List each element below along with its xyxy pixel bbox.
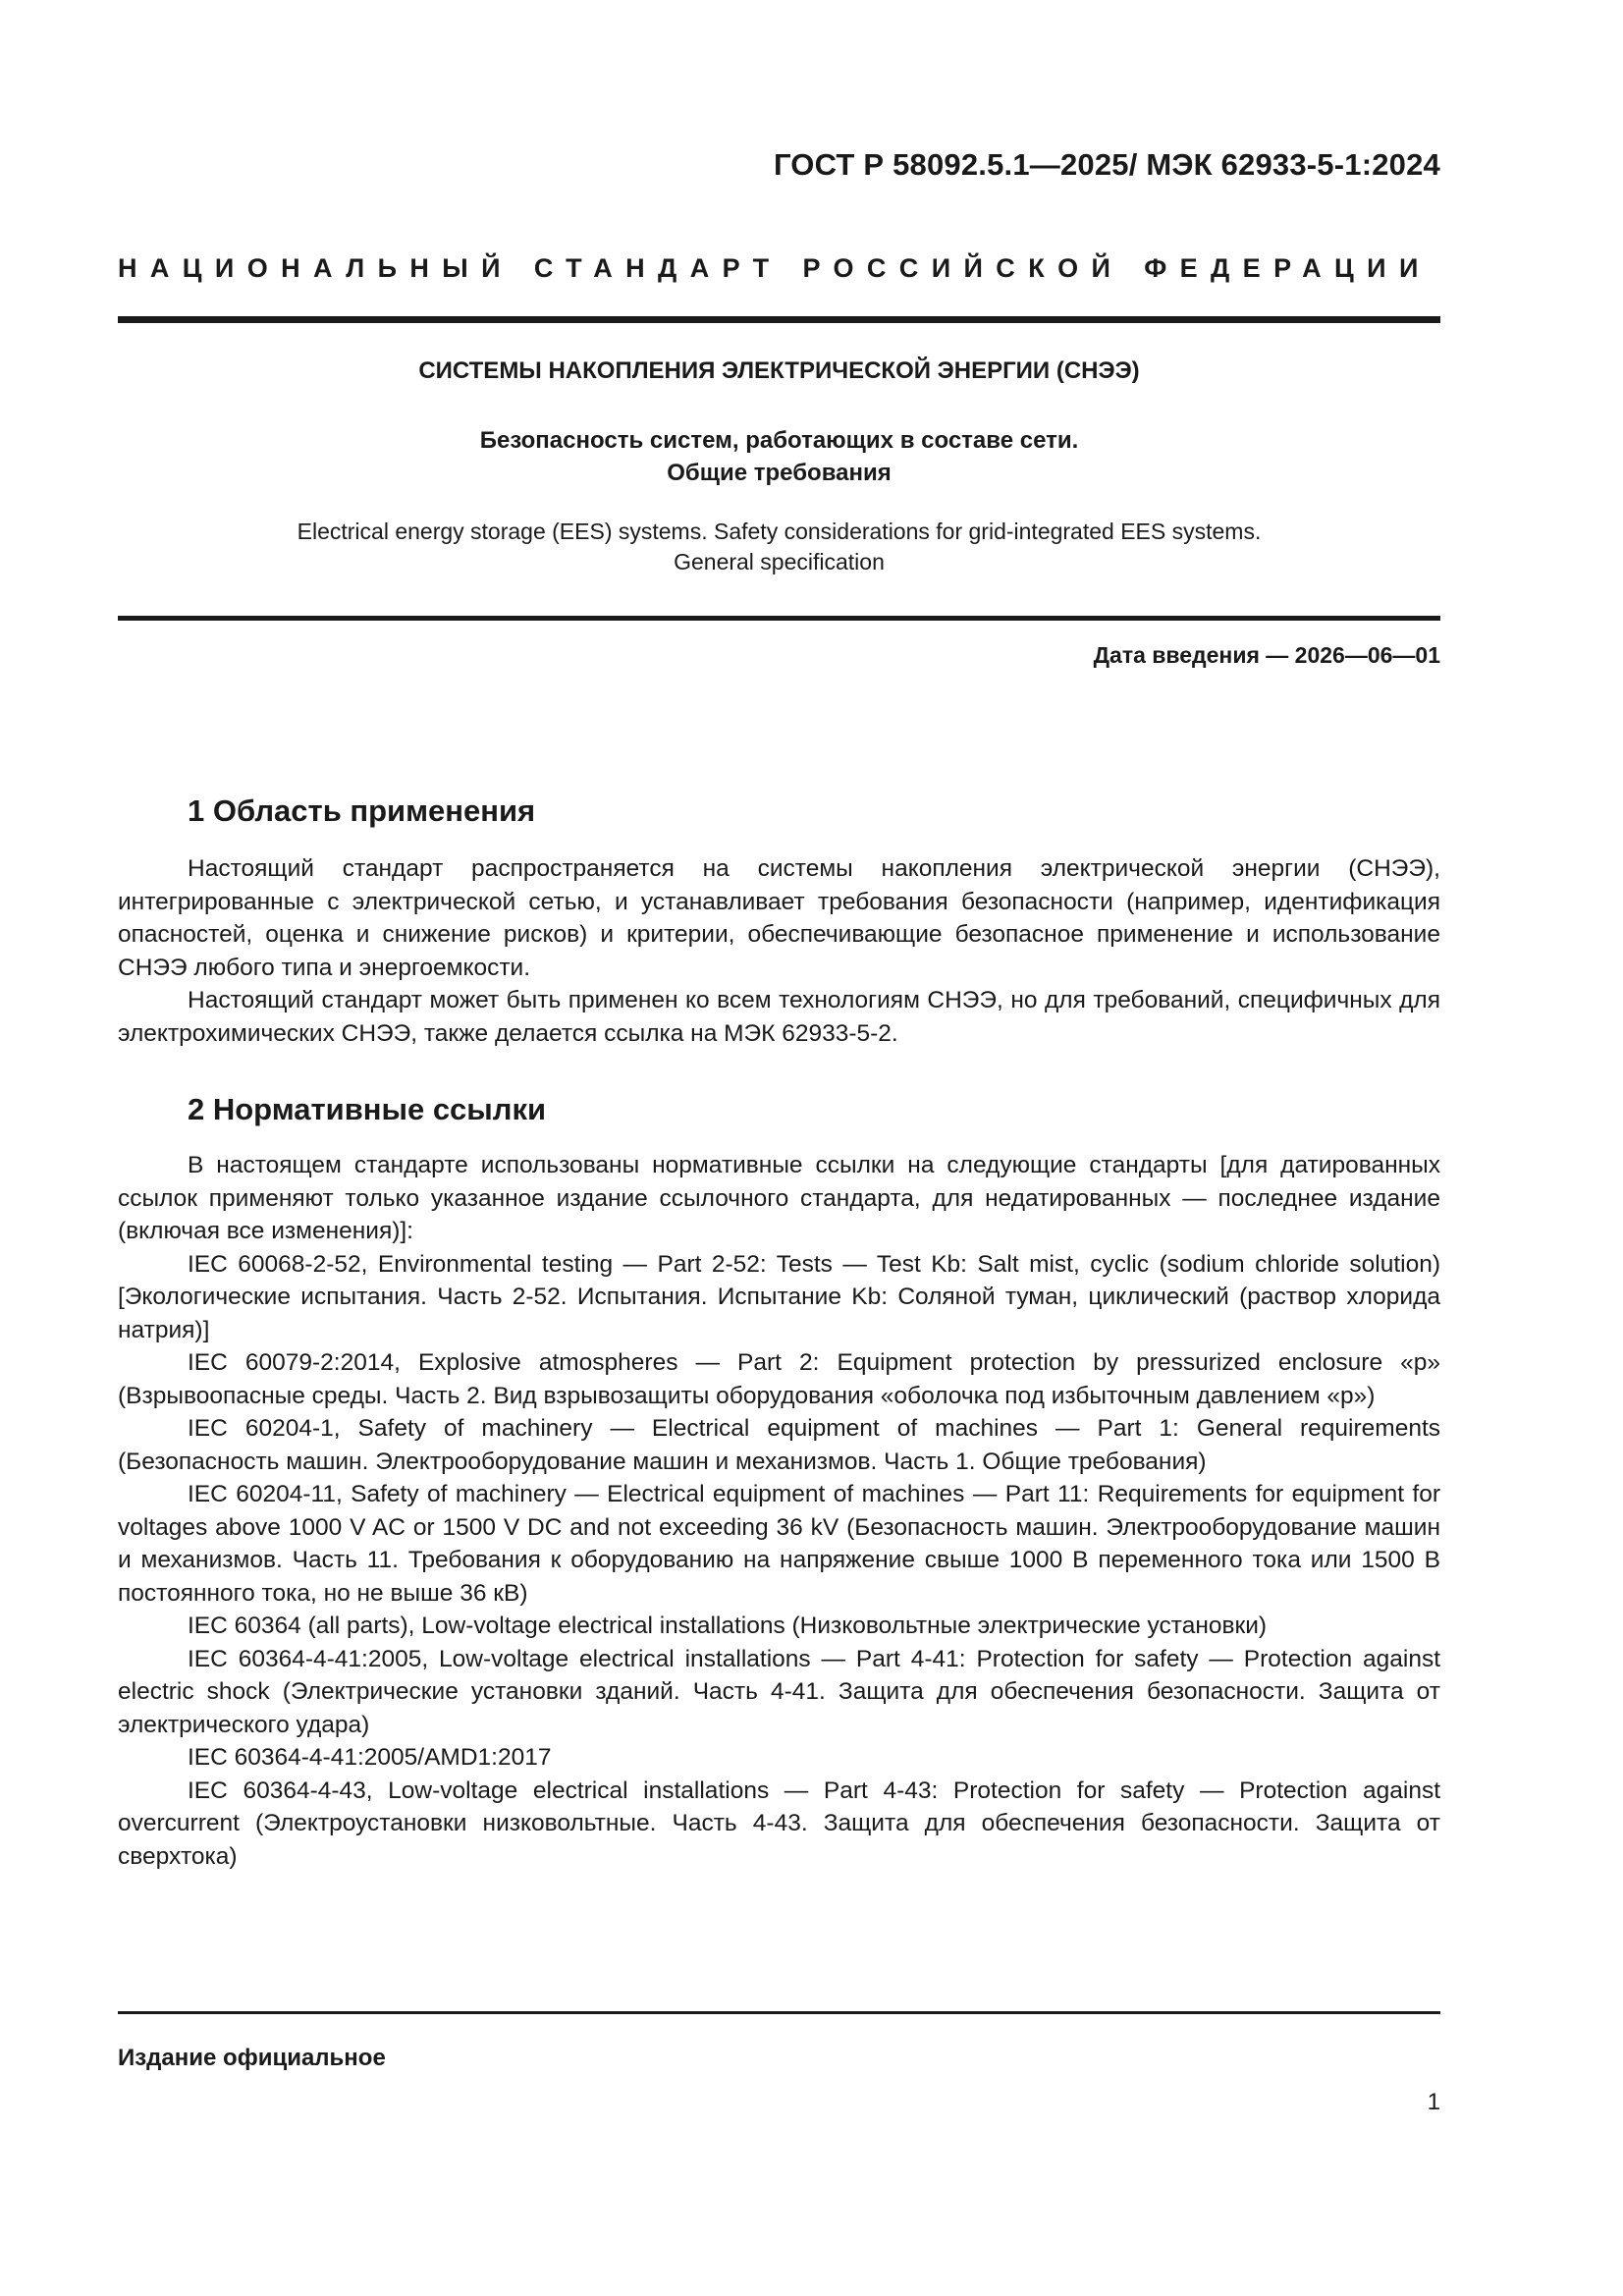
official-edition-label: Издание официальное bbox=[118, 2045, 386, 2071]
section-2-body bbox=[118, 1149, 1440, 1873]
subtitle-line-2: Общие требования bbox=[667, 460, 892, 486]
section-1-heading: 1 Область применения bbox=[188, 793, 536, 828]
footer-divider bbox=[118, 2011, 1440, 2014]
reference-item: IEC 60068-2-52, Environmental testing — Part 2-52: Tests — Test Kb: Salt mist, cyclic (sodium chloride solution) [Экологические испытания. Часть 2-52. Испытания. Испытание Kb: Соляной туман, циклический (раствор хлорида натрия)] bbox=[118, 1250, 1440, 1343]
reference-item: IEC 60204-11, Safety of machinery — Electrical equipment of machines — Part 11: Requirements for equipment for voltages above 1000 V AC or 1500 V DC and not exceeding 36 kV (Безопасность машин. Электрооборудование машин и механизмов. Часть 11. Требования к оборудованию на напряжение свыше 1000 В переменного тока или 1500 В постоянного тока, но не выше 36 кВ) bbox=[118, 1481, 1440, 1607]
reference-item: IEC 60364 (all parts), Low-voltage electrical installations (Низковольтные электрические установки) bbox=[188, 1613, 1268, 1639]
reference-item: IEC 60204-1, Safety of machinery — Electrical equipment of machines — Part 1: General requirements (Безопасность машин. Электрооборудование машин и механизмов. Часть 1. Общие требования) bbox=[118, 1415, 1440, 1475]
national-standard-banner: НАЦИОНАЛЬНЫЙ СТАНДАРТ РОССИЙСКОЙ ФЕДЕРАЦИИ bbox=[118, 253, 1432, 283]
title-divider bbox=[118, 616, 1440, 621]
top-divider bbox=[118, 316, 1440, 323]
reference-item: IEC 60364-4-41:2005, Low-voltage electrical installations — Part 4-41: Protection for safety — Protection against electric shock (Электрические установки зданий. Часть 4-41. Защита для обеспечения безопасности. Защита от электрического удара) bbox=[118, 1645, 1440, 1738]
title-en-line-2: General specification bbox=[674, 549, 885, 574]
reference-item: IEC 60079-2:2014, Explosive atmospheres — Part 2: Equipment protection by pressurized enclosure «p» (Взрывоопасные среды. Часть 2. Вид взрывозащиты оборудования «оболочка под избыточным давлением «p») bbox=[118, 1349, 1440, 1409]
paragraph: Настоящий стандарт распространяется на системы накопления электрической энергии (СНЭЭ), интегрированные с электрической сетью, и устанавливает требования безопасности (например, идентификация опасностей, оценка и снижение рисков) и критерии, обеспечивающие безопасное применение и использование СНЭЭ любого типа и энергоемкости. bbox=[118, 855, 1440, 981]
subtitle-line-1: Безопасность систем, работающих в составе сети. bbox=[479, 427, 1079, 454]
document-title-en bbox=[118, 517, 1440, 577]
reference-item: IEC 60364-4-43, Low-voltage electrical installations — Part 4-43: Protection for safety — Protection against overcurrent (Электроустановки низковольтные. Часть 4-43. Защита для обеспечения безопасности. Защита от сверхтока) bbox=[118, 1777, 1440, 1870]
paragraph: В настоящем стандарте использованы нормативные ссылки на следующие стандарты [для датированных ссылок применяют только указанное издание ссылочного стандарта, для недатированных — последнее издание (включая все изменения)]: bbox=[118, 1152, 1440, 1244]
section-2-heading: 2 Нормативные ссылки bbox=[188, 1092, 547, 1126]
reference-item: IEC 60364-4-41:2005/AMD1:2017 bbox=[188, 1744, 552, 1771]
introduction-date: Дата введения — 2026—06—01 bbox=[1093, 642, 1440, 668]
section-1-body bbox=[118, 852, 1440, 1050]
title-en-line-1: Electrical energy storage (EES) systems. Safety considerations for grid-integrated EES systems. bbox=[297, 519, 1262, 544]
document-title-ru: СИСТЕМЫ НАКОПЛЕНИЯ ЭЛЕКТРИЧЕСКОЙ ЭНЕРГИИ (СНЭЭ) bbox=[418, 357, 1140, 384]
document-code: ГОСТ Р 58092.5.1—2025/ МЭК 62933-5-1:2024 bbox=[773, 147, 1440, 182]
page-number: 1 bbox=[1427, 2089, 1440, 2115]
document-subtitle-ru bbox=[118, 424, 1440, 489]
paragraph: Настоящий стандарт может быть применен ко всем технологиям СНЭЭ, но для требований, специфичных для электрохимических СНЭЭ, также делается ссылка на МЭК 62933-5-2. bbox=[118, 987, 1440, 1047]
